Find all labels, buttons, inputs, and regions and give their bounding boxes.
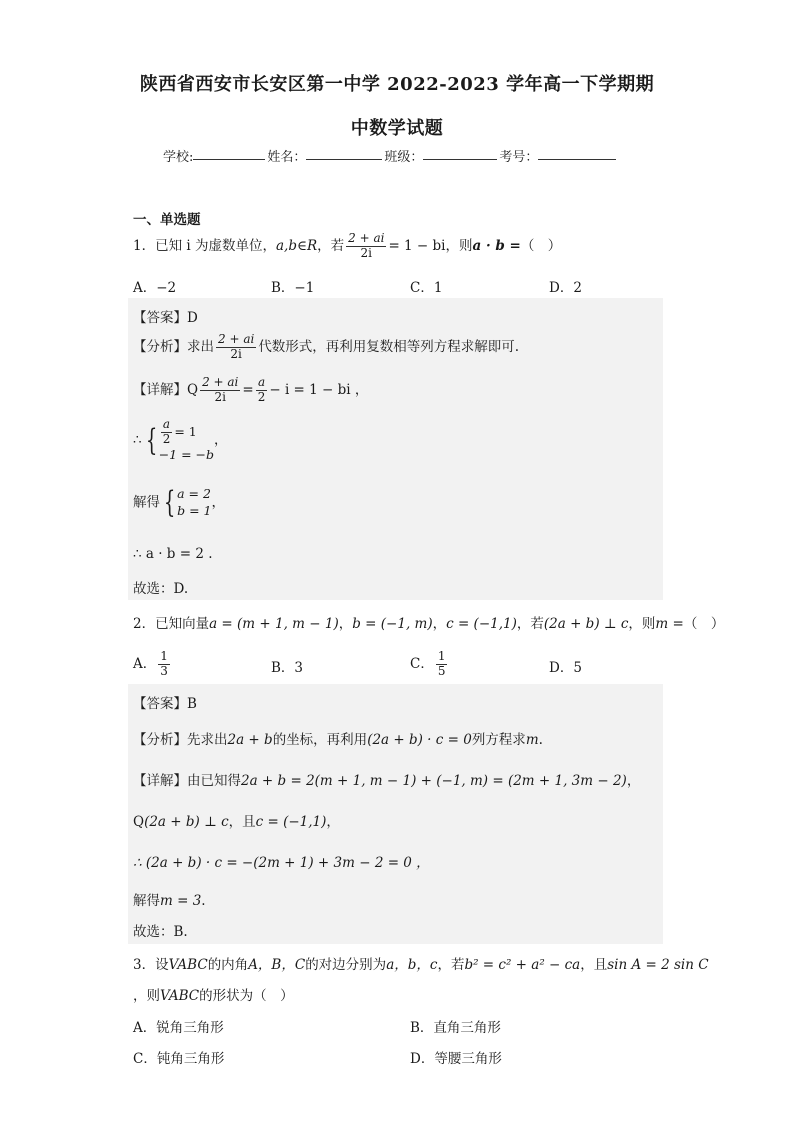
q2-option-d[interactable]: D．5 bbox=[549, 660, 582, 676]
q2-analysis: 【分析】先求出2a + b的坐标，再利用(2a + b) · c = 0列方程求m. bbox=[133, 732, 543, 748]
class-blank[interactable] bbox=[423, 146, 497, 160]
brace-icon: { bbox=[163, 484, 176, 520]
school-label: 学校: bbox=[163, 150, 194, 165]
q1-stem-math: = 1 − bi bbox=[388, 237, 446, 254]
section-title: 一、单选题 bbox=[133, 212, 201, 228]
q1-option-b[interactable]: B．−1 bbox=[271, 280, 315, 296]
q2-detail-line3: ∴ (2a + b) · c = −(2m + 1) + 3m − 2 = 0 ， bbox=[133, 855, 430, 871]
q2-detail-line2: Q(2a + b) ⊥ c，且c = (−1,1)， bbox=[133, 814, 340, 830]
q1-stem-text: ，若 bbox=[317, 237, 345, 254]
q1-stem-blank: （ ） bbox=[520, 237, 562, 254]
class-label: 班级： bbox=[384, 150, 424, 165]
q1-analysis-fraction: $\frac{2 + ai}{2i}$ bbox=[218, 332, 255, 361]
school-blank[interactable] bbox=[193, 146, 265, 160]
q2-option-b[interactable]: B．3 bbox=[271, 660, 304, 676]
q1-option-c[interactable]: C．1 bbox=[410, 280, 443, 296]
document-title-line2: 中数学试题 bbox=[350, 118, 444, 139]
brace-icon: { bbox=[145, 422, 157, 458]
q1-fraction: $\frac{2 + ai}{2i}$ bbox=[348, 231, 385, 260]
name-label: 姓名： bbox=[267, 150, 307, 165]
q1-stem-math: a,b∈R bbox=[276, 237, 318, 254]
q2-option-a[interactable]: A． $\frac{1}{3}$ bbox=[133, 649, 168, 678]
q1-option-a[interactable]: A．−2 bbox=[133, 280, 177, 296]
question-3-stem: 3．设VABC的内角A，B，C的对边分别为a，b，c，若b² = c² + a² − ca，且sin A = 2 sin C bbox=[133, 957, 709, 973]
question-1-stem bbox=[133, 232, 561, 261]
q1-detail-fraction: $\frac{2 + ai}{2i}$ bbox=[202, 375, 239, 404]
q1-stem-text: ，则 bbox=[445, 237, 473, 254]
q3-option-a[interactable]: A．锐角三角形 bbox=[133, 1020, 224, 1036]
q3-option-b[interactable]: B．直角三角形 bbox=[410, 1020, 501, 1036]
question-2-stem: 2．已知向量a = (m + 1, m − 1)，b = (−1, m)，c = (−1,1)，若(2a + b) ⊥ c，则m =（ ） bbox=[133, 616, 725, 632]
q2-choice: 故选：B. bbox=[133, 924, 188, 940]
q3-option-c[interactable]: C．钝角三角形 bbox=[133, 1051, 225, 1067]
student-info-line bbox=[163, 146, 618, 165]
q1-answer: 【答案】D bbox=[133, 310, 198, 326]
name-blank[interactable] bbox=[306, 146, 382, 160]
q2-detail: 【详解】由已知得2a + b = 2(m + 1, m − 1) + (−1, m) = (2m + 1, 3m − 2)， bbox=[133, 773, 641, 789]
q1-choice: 故选：D. bbox=[133, 581, 189, 597]
number-blank[interactable] bbox=[538, 146, 616, 160]
q2-detail-line4: 解得m = 3. bbox=[133, 893, 206, 909]
q1-stem-text: 1．已知 i 为虚数单位， bbox=[133, 237, 276, 254]
number-label: 考号： bbox=[499, 150, 539, 165]
q1-stem-math: a · b = bbox=[472, 237, 521, 254]
q1-system-1: ∴ { $\frac{a}{2}$ = 1 −1 = −b ， bbox=[133, 417, 228, 462]
q2-option-c[interactable]: C． $\frac{1}{5}$ bbox=[410, 649, 446, 678]
q1-analysis: 【分析】求出 $\frac{2 + ai}{2i}$ 代数形式，再利用复数相等列方程求解即可. bbox=[133, 332, 520, 361]
q3-option-d[interactable]: D．等腰三角形 bbox=[410, 1051, 502, 1067]
q1-option-d[interactable]: D．2 bbox=[549, 280, 582, 296]
document-title-line1: 陕西省西安市长安区第一中学 2022-2023 学年高一下学期期 bbox=[139, 74, 655, 95]
q1-system-2: 解得 { a = 2 b = 1 ， bbox=[133, 484, 225, 520]
q1-detail: 【详解】Q $\frac{2 + ai}{2i}$ = $\frac{a}{2}$ − i = 1 − bi ， bbox=[133, 375, 369, 404]
q2-answer: 【答案】B bbox=[133, 696, 197, 712]
q1-result: ∴ a · b = 2 . bbox=[133, 546, 213, 562]
question-3-stem-line2: ，则VABC的形状为（ ） bbox=[133, 988, 294, 1004]
q1-detail-fraction-2: $\frac{a}{2}$ bbox=[257, 375, 266, 404]
